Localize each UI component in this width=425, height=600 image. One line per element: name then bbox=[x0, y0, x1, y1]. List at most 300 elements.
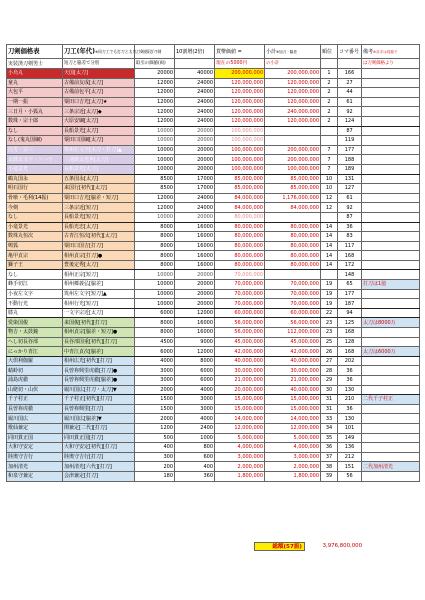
table-row bbox=[7, 155, 420, 165]
value-cell: 80,000,000 bbox=[215, 251, 265, 261]
price-cell: 12000 bbox=[135, 116, 175, 126]
sword-name-cell: なし(鬼丸国綱) bbox=[7, 136, 63, 146]
subtotal-cell: 45,000,000 bbox=[265, 337, 321, 347]
subtotal-cell: 80,000,000 bbox=[265, 260, 321, 270]
price-cell: 6000 bbox=[135, 347, 175, 357]
table-row bbox=[7, 241, 420, 251]
subtotal-cell: 100,000,000 bbox=[265, 164, 321, 174]
sword-name-cell: 歌仙兼定 bbox=[7, 423, 63, 433]
price-cell: 6000 bbox=[135, 308, 175, 318]
double-price-cell: 16000 bbox=[175, 318, 215, 328]
value-cell: 120,000,000 bbox=[215, 116, 265, 126]
value-cell: 1,800,000 bbox=[215, 471, 265, 481]
sword-name-cell: 明石国行 bbox=[7, 184, 63, 194]
price-cell: 12000 bbox=[135, 203, 175, 213]
table-row bbox=[7, 347, 420, 357]
sword-name-cell: 蜻蛉切 bbox=[7, 366, 63, 376]
double-price-cell: 8000 bbox=[175, 356, 215, 366]
koma-cell: 44 bbox=[338, 88, 362, 98]
price-cell: 300 bbox=[135, 452, 175, 462]
koma-cell: 188 bbox=[338, 155, 362, 165]
value-cell: 80,000,000 bbox=[215, 260, 265, 270]
note-cell bbox=[362, 193, 420, 203]
table-row bbox=[7, 366, 420, 376]
price-cell: 10000 bbox=[135, 289, 175, 299]
header-value: 貨幣価値 = bbox=[215, 45, 265, 59]
double-price-cell: 24000 bbox=[175, 203, 215, 213]
subtotal-cell: 60,000,000 bbox=[265, 308, 321, 318]
smith-cell: 長曾祢興里虎徹[打刀]● bbox=[63, 366, 135, 376]
subtotal-cell: 85,000,000 bbox=[265, 174, 321, 184]
double-price-cell: 24000 bbox=[175, 78, 215, 88]
sword-name-cell: 小竜景光 bbox=[7, 164, 63, 174]
table-row bbox=[7, 462, 420, 472]
rank-cell: 39 bbox=[321, 471, 338, 481]
rank-cell: 14 bbox=[321, 232, 338, 242]
sword-name-cell: 和泉守兼定 bbox=[7, 471, 63, 481]
rank-cell: 19 bbox=[321, 299, 338, 309]
smith-cell: 堀川国広[打刀・太刀]▼ bbox=[63, 385, 135, 395]
table-row bbox=[7, 232, 420, 242]
value-cell: 85,000,000 bbox=[215, 174, 265, 184]
table-row bbox=[7, 280, 420, 290]
header-row bbox=[7, 45, 420, 59]
subtotal-cell: 3,000,000 bbox=[265, 452, 321, 462]
double-price-cell: 24000 bbox=[175, 97, 215, 107]
double-price-cell: 24000 bbox=[175, 193, 215, 203]
note-cell bbox=[362, 299, 420, 309]
table-row bbox=[7, 385, 420, 395]
rank-cell: 19 bbox=[321, 280, 338, 290]
subtotal-cell: 30,000,000 bbox=[265, 366, 321, 376]
double-price-cell: 9000 bbox=[175, 337, 215, 347]
sword-name-cell: 大倶利伽羅 bbox=[7, 356, 63, 366]
table-row bbox=[7, 222, 420, 232]
price-cell: 3000 bbox=[135, 366, 175, 376]
koma-cell: 119 bbox=[338, 136, 362, 146]
value-cell: 84,000,000 bbox=[215, 193, 265, 203]
double-price-cell: 20000 bbox=[175, 280, 215, 290]
koma-cell: 56 bbox=[338, 471, 362, 481]
rank-cell: 10 bbox=[321, 174, 338, 184]
sword-name-cell: 蜂手切江 bbox=[7, 280, 63, 290]
subheader-row bbox=[7, 59, 420, 69]
subheader-subtotal: の小計 bbox=[265, 59, 321, 69]
koma-cell: 94 bbox=[338, 308, 362, 318]
note-cell bbox=[362, 251, 420, 261]
price-cell: 200 bbox=[135, 462, 175, 472]
note-cell bbox=[362, 423, 420, 433]
note-cell bbox=[362, 433, 420, 443]
subtotal-cell bbox=[265, 126, 321, 136]
table-row bbox=[7, 337, 420, 347]
note-cell bbox=[362, 145, 420, 155]
table-row bbox=[7, 69, 420, 79]
double-price-cell: 16000 bbox=[175, 260, 215, 270]
rank-cell: 23 bbox=[321, 318, 338, 328]
sword-name-cell: 同田貫正国 bbox=[7, 433, 63, 443]
table-row bbox=[7, 299, 420, 309]
value-cell: 15,000,000 bbox=[215, 395, 265, 405]
koma-cell: 127 bbox=[338, 184, 362, 194]
rank-cell: 2 bbox=[321, 97, 338, 107]
note-cell: 打刀は1億 bbox=[362, 280, 420, 290]
table-row bbox=[7, 164, 420, 174]
table-row bbox=[7, 184, 420, 194]
table-row bbox=[7, 126, 420, 136]
sword-name-cell: 堀川国広 bbox=[7, 414, 63, 424]
rank-cell: 14 bbox=[321, 241, 338, 251]
table-row bbox=[7, 193, 420, 203]
note-cell bbox=[362, 203, 420, 213]
table-row bbox=[7, 145, 420, 155]
smith-cell: 古備前友成[太刀] bbox=[63, 78, 135, 88]
note-cell bbox=[362, 241, 420, 251]
value-cell: 21,000,000 bbox=[215, 376, 265, 386]
header-koma: コマ番号 bbox=[338, 45, 362, 59]
koma-cell: 101 bbox=[338, 423, 362, 433]
note-cell bbox=[362, 443, 420, 453]
price-cell: 10000 bbox=[135, 136, 175, 146]
sword-name-cell: にっかり青江 bbox=[7, 347, 63, 357]
double-price-cell: 24000 bbox=[175, 88, 215, 98]
double-price-cell: 17000 bbox=[175, 184, 215, 194]
double-price-cell: 20000 bbox=[175, 270, 215, 280]
rank-cell: 14 bbox=[321, 222, 338, 232]
price-cell: 10000 bbox=[135, 270, 175, 280]
value-cell: 60,000,000 bbox=[215, 308, 265, 318]
double-price-cell: 20000 bbox=[175, 145, 215, 155]
header-subtotal: 小計※加刀・脇差 bbox=[265, 45, 321, 59]
subtotal-cell: 240,000,000 bbox=[265, 107, 321, 117]
subtotal-cell: 1,800,000 bbox=[265, 471, 321, 481]
double-price-cell: 20000 bbox=[175, 299, 215, 309]
price-cell: 10000 bbox=[135, 280, 175, 290]
koma-cell: 166 bbox=[338, 69, 362, 79]
subtotal-cell: 120,000,000 bbox=[265, 97, 321, 107]
rank-cell: 26 bbox=[321, 347, 338, 357]
value-cell: 120,000,000 bbox=[215, 78, 265, 88]
sword-name-cell: 鶴丸国永 bbox=[7, 174, 63, 184]
rank-cell: 22 bbox=[321, 308, 338, 318]
note-cell: 二代加州清光 bbox=[362, 462, 420, 472]
rank-cell: 23 bbox=[321, 328, 338, 338]
value-cell: 70,000,000 bbox=[215, 299, 265, 309]
value-cell: 70,000,000 bbox=[215, 270, 265, 280]
koma-cell: 92 bbox=[338, 203, 362, 213]
rank-cell bbox=[321, 136, 338, 146]
koma-cell: 27 bbox=[338, 78, 362, 88]
total-row bbox=[254, 542, 419, 551]
price-sheet bbox=[6, 44, 419, 482]
subtotal-cell: 80,000,000 bbox=[265, 251, 321, 261]
header-double: 10割増(2倍) bbox=[175, 45, 215, 59]
price-cell: 500 bbox=[135, 433, 175, 443]
table-row bbox=[7, 404, 420, 414]
table-row bbox=[7, 452, 420, 462]
smith-cell: 会津兼定[打刀] bbox=[63, 471, 135, 481]
rank-cell: 30 bbox=[321, 385, 338, 395]
rank-cell: 38 bbox=[321, 462, 338, 472]
value-cell: 84,000,000 bbox=[215, 203, 265, 213]
rank-cell: 12 bbox=[321, 193, 338, 203]
subtotal-cell: 70,000,000 bbox=[265, 280, 321, 290]
value-cell: 80,000,000 bbox=[215, 241, 265, 251]
double-price-cell: 1000 bbox=[175, 433, 215, 443]
note-cell bbox=[362, 414, 420, 424]
rank-cell bbox=[321, 270, 338, 280]
subtotal-cell: 200,000,000 bbox=[265, 145, 321, 155]
double-price-cell: 20000 bbox=[175, 289, 215, 299]
koma-cell: 61 bbox=[338, 193, 362, 203]
koma-cell: 92 bbox=[338, 107, 362, 117]
double-price-cell: 360 bbox=[175, 471, 215, 481]
table-row bbox=[7, 356, 420, 366]
rank-cell: 2 bbox=[321, 107, 338, 117]
table-row bbox=[7, 251, 420, 261]
rank-cell: 19 bbox=[321, 289, 338, 299]
price-cell: 4000 bbox=[135, 356, 175, 366]
subtotal-cell: 112,000,000 bbox=[265, 328, 321, 338]
table-row bbox=[7, 433, 420, 443]
price-cell: 12000 bbox=[135, 97, 175, 107]
double-price-cell: 24000 bbox=[175, 116, 215, 126]
price-cell: 8000 bbox=[135, 318, 175, 328]
price-cell: 10000 bbox=[135, 212, 175, 222]
subheader-value: 現在の5000円 bbox=[215, 59, 265, 69]
sword-name-cell: なし bbox=[7, 126, 63, 136]
value-cell: 15,000,000 bbox=[215, 404, 265, 414]
price-cell: 8000 bbox=[135, 251, 175, 261]
subtotal-cell: 80,000,000 bbox=[265, 241, 321, 251]
smith-cell: 同田貫正国[打刀] bbox=[63, 433, 135, 443]
value-cell: 70,000,000 bbox=[215, 289, 265, 299]
value-cell: 85,000,000 bbox=[215, 184, 265, 194]
koma-cell: 189 bbox=[338, 164, 362, 174]
smith-cell: 天国[太刀] bbox=[63, 69, 135, 79]
table-row bbox=[7, 174, 420, 184]
double-price-cell: 16000 bbox=[175, 232, 215, 242]
koma-cell: 36 bbox=[338, 366, 362, 376]
note-cell bbox=[362, 232, 420, 242]
smith-cell: 三条宗近[太刀]◆ bbox=[63, 107, 135, 117]
rank-cell: 1 bbox=[321, 69, 338, 79]
sword-name-cell: 数珠・宗十郎 bbox=[7, 116, 63, 126]
double-price-cell: 20000 bbox=[175, 136, 215, 146]
double-price-cell: 20000 bbox=[175, 126, 215, 136]
subtotal-cell: 40,000,000 bbox=[265, 356, 321, 366]
sword-name-cell: 三日月・小狐丸 bbox=[7, 107, 63, 117]
koma-cell: 131 bbox=[338, 174, 362, 184]
note-cell bbox=[362, 404, 420, 414]
table-row bbox=[7, 203, 420, 213]
total-label: 総額(57振) bbox=[254, 542, 305, 551]
value-cell: 70,000,000 bbox=[215, 280, 265, 290]
rank-cell: 2 bbox=[321, 78, 338, 88]
subtotal-cell: 1,176,000,000 bbox=[265, 193, 321, 203]
table-row bbox=[7, 423, 420, 433]
rank-cell: 31 bbox=[321, 404, 338, 414]
subtotal-cell bbox=[265, 212, 321, 222]
table-row bbox=[7, 414, 420, 424]
smith-cell: 中青江貞次[脇差] bbox=[63, 347, 135, 357]
smith-cell: 堀川国広[脇差]▼ bbox=[63, 414, 135, 424]
note-cell bbox=[362, 174, 420, 184]
smith-cell: 長曾祢興里[打刀] bbox=[63, 404, 135, 414]
rank-cell: 36 bbox=[321, 443, 338, 453]
sword-price-table bbox=[6, 44, 420, 482]
double-price-cell: 6000 bbox=[175, 366, 215, 376]
smith-cell: 相州郷義弘[脇差] bbox=[63, 280, 135, 290]
note-cell bbox=[362, 270, 420, 280]
note-cell bbox=[362, 289, 420, 299]
sword-name-cell: 加州清光 bbox=[7, 462, 63, 472]
note-cell bbox=[362, 136, 420, 146]
sword-name-cell: なし bbox=[7, 212, 63, 222]
koma-cell: 65 bbox=[338, 280, 362, 290]
value-cell: 80,000,000 bbox=[215, 232, 265, 242]
double-price-cell: 20000 bbox=[175, 155, 215, 165]
smith-cell: 長船景光[太刀] bbox=[63, 164, 135, 174]
sword-name-cell: なし bbox=[7, 270, 63, 280]
note-cell bbox=[362, 452, 420, 462]
price-cell: 2000 bbox=[135, 385, 175, 395]
table-row bbox=[7, 328, 420, 338]
price-cell: 1500 bbox=[135, 404, 175, 414]
price-cell: 10000 bbox=[135, 126, 175, 136]
rank-cell: 25 bbox=[321, 337, 338, 347]
double-price-cell: 400 bbox=[175, 462, 215, 472]
price-cell: 180 bbox=[135, 471, 175, 481]
koma-cell: 83 bbox=[338, 232, 362, 242]
value-cell: 100,000,000 bbox=[215, 136, 265, 146]
koma-cell: 151 bbox=[338, 462, 362, 472]
table-row bbox=[7, 107, 420, 117]
smith-cell: 豊後定秀[太刀] bbox=[63, 260, 135, 270]
koma-cell: 130 bbox=[338, 414, 362, 424]
subtotal-cell: 42,000,000 bbox=[265, 347, 321, 357]
value-cell: 40,000,000 bbox=[215, 356, 265, 366]
table-row bbox=[7, 395, 420, 405]
price-cell: 8000 bbox=[135, 232, 175, 242]
price-cell: 10000 bbox=[135, 145, 175, 155]
subtotal-cell bbox=[265, 136, 321, 146]
smith-cell: 相州広光[初代][打刀] bbox=[63, 356, 135, 366]
sword-name-cell: 江雪・宗三 bbox=[7, 145, 63, 155]
double-price-cell: 4000 bbox=[175, 385, 215, 395]
double-price-cell: 16000 bbox=[175, 241, 215, 251]
rank-cell: 27 bbox=[321, 356, 338, 366]
subtotal-cell: 120,000,000 bbox=[265, 116, 321, 126]
rank-cell: 7 bbox=[321, 145, 338, 155]
price-cell: 1200 bbox=[135, 423, 175, 433]
value-cell: 45,000,000 bbox=[215, 337, 265, 347]
value-cell: 100,000,000 bbox=[215, 155, 265, 165]
value-cell: 42,000,000 bbox=[215, 347, 265, 357]
sword-name-cell: 亀甲貞宗 bbox=[7, 251, 63, 261]
double-price-cell: 3000 bbox=[175, 404, 215, 414]
table-row bbox=[7, 376, 420, 386]
rank-cell: 7 bbox=[321, 155, 338, 165]
double-price-cell: 16000 bbox=[175, 222, 215, 232]
header-smith: 刀工(年代)※同刀工でも打刀と太刀、 bbox=[63, 45, 135, 59]
rank-cell: 14 bbox=[321, 251, 338, 261]
smith-cell: 筑州左文字[短刀]▲ bbox=[63, 289, 135, 299]
subtotal-cell: 70,000,000 bbox=[265, 289, 321, 299]
subtotal-cell: 84,000,000 bbox=[265, 203, 321, 213]
subtotal-cell bbox=[265, 270, 321, 280]
koma-cell: 124 bbox=[338, 116, 362, 126]
note-cell bbox=[362, 222, 420, 232]
koma-cell: 87 bbox=[338, 212, 362, 222]
smith-cell: 筑州左文字[太刀・打刀]▲ bbox=[63, 145, 135, 155]
rank-cell: 12 bbox=[321, 203, 338, 213]
subheader-note: は刀剣価格より bbox=[362, 59, 420, 69]
subheader-swords: 実装済刀剣男士 bbox=[7, 59, 63, 69]
smith-cell: 粟田口国綱[太刀] bbox=[63, 136, 135, 146]
koma-cell: 212 bbox=[338, 452, 362, 462]
sword-name-cell: 鳴狐 bbox=[7, 241, 63, 251]
note-cell bbox=[362, 116, 420, 126]
price-cell: 8500 bbox=[135, 184, 175, 194]
note-cell bbox=[362, 308, 420, 318]
value-cell: 200,000,000 bbox=[215, 69, 265, 79]
table-row bbox=[7, 270, 420, 280]
koma-cell: 177 bbox=[338, 145, 362, 155]
table-row bbox=[7, 97, 420, 107]
header-rank: 順位 bbox=[321, 45, 338, 59]
smith-cell: 長船景光[太刀] bbox=[63, 126, 135, 136]
price-cell: 8000 bbox=[135, 241, 175, 251]
smith-cell: 相州貞宗[打刀]● bbox=[63, 251, 135, 261]
sword-name-cell: 千子村正 bbox=[7, 395, 63, 405]
double-price-cell: 24000 bbox=[175, 107, 215, 117]
smith-cell: 粟田口国吉[打刀] bbox=[63, 241, 135, 251]
koma-cell: 177 bbox=[338, 289, 362, 299]
table-row bbox=[7, 78, 420, 88]
subtotal-cell: 2,000,000 bbox=[265, 462, 321, 472]
table-row bbox=[7, 116, 420, 126]
subtotal-cell: 14,000,000 bbox=[265, 414, 321, 424]
subtotal-cell: 5,000,000 bbox=[265, 433, 321, 443]
value-cell: 120,000,000 bbox=[215, 107, 265, 117]
note-cell bbox=[362, 184, 420, 194]
note-cell bbox=[362, 260, 420, 270]
subtotal-cell: 40,000,000 bbox=[265, 385, 321, 395]
smith-cell: 大和守安定[初代][打刀] bbox=[63, 443, 135, 453]
smith-cell: 来国俊[初代][打刀] bbox=[63, 318, 135, 328]
koma-cell: 210 bbox=[338, 395, 362, 405]
subtotal-cell: 15,000,000 bbox=[265, 404, 321, 414]
rank-cell: 28 bbox=[321, 366, 338, 376]
sword-name-cell: 今剣 bbox=[7, 203, 63, 213]
header-title: 刀剣価格表 bbox=[7, 45, 63, 59]
sword-name-cell: 山姥切・山伏 bbox=[7, 385, 63, 395]
subtotal-cell: 56,000,000 bbox=[265, 318, 321, 328]
rank-cell: 31 bbox=[321, 395, 338, 405]
sword-name-cell: 数珠丸恒次 bbox=[7, 232, 63, 242]
smith-cell: 相州貞宗[脇差・短刀]● bbox=[63, 328, 135, 338]
koma-cell: 172 bbox=[338, 260, 362, 270]
value-cell: 120,000,000 bbox=[215, 88, 265, 98]
rank-cell: 33 bbox=[321, 414, 338, 424]
smith-cell: 一文字宗近[太刀] bbox=[63, 308, 135, 318]
double-price-cell: 16000 bbox=[175, 328, 215, 338]
smith-cell: 相州行光[短刀] bbox=[63, 299, 135, 309]
note-cell bbox=[362, 126, 420, 136]
note-cell: 太刀は8000万 bbox=[362, 318, 420, 328]
note-cell bbox=[362, 337, 420, 347]
